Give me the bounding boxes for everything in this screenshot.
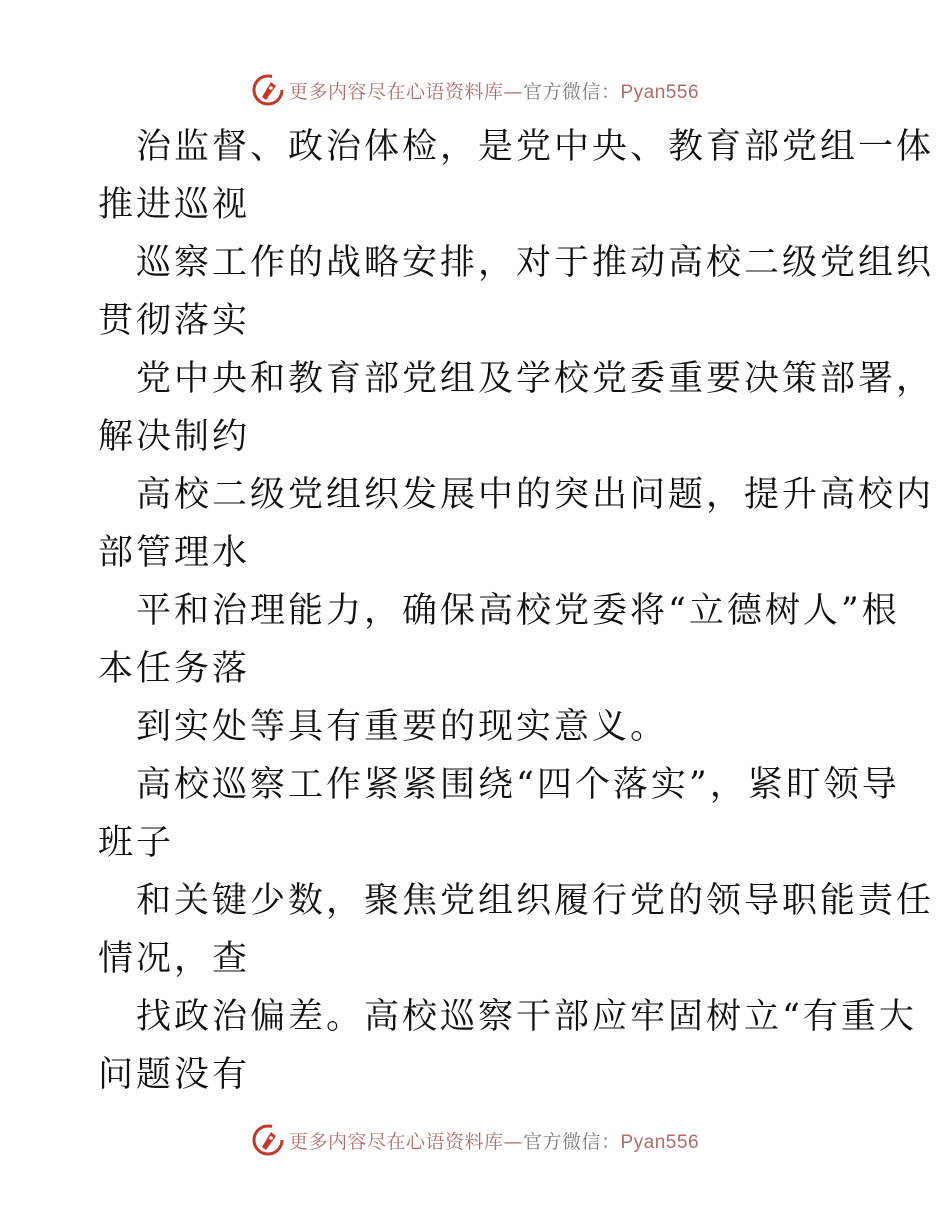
text-line: 部管理水	[98, 533, 251, 573]
text-line: 和关键少数，聚焦党组织履行党的领导职能责任	[136, 881, 935, 921]
text-line: 巡察工作的战略安排，对于推动高校二级党组织	[136, 243, 935, 283]
footer-banner	[0, 1120, 950, 1160]
text-line: 平和治理能力，确保高校党委将“立德树人”根	[136, 591, 900, 631]
text-line: 党中央和教育部党组及学校党委重要决策部署，	[136, 359, 935, 399]
text-line: 本任务落	[98, 649, 251, 689]
pen-nib-logo-icon	[251, 73, 285, 107]
pen-nib-logo-icon	[251, 1123, 285, 1157]
header-watermark-text: 更多内容尽在心语资料库—官方微信：Pyan556	[288, 80, 700, 103]
text-line: 情况，查	[98, 939, 251, 979]
text-line: 高校二级党组织发展中的突出问题，提升高校内	[136, 475, 935, 515]
text-line: 高校巡察工作紧紧围绕“四个落实”，紧盯领导	[136, 765, 900, 805]
text-line: 到实处等具有重要的现实意义。	[136, 707, 669, 747]
header-banner	[0, 70, 950, 110]
text-line: 问题没有	[98, 1055, 251, 1095]
text-line: 班子	[98, 823, 175, 863]
text-line: 推进巡视	[98, 185, 251, 225]
text-line: 解决制约	[98, 417, 251, 457]
text-line: 治监督、政治体检，是党中央、教育部党组一体	[136, 127, 935, 167]
footer-watermark-text: 更多内容尽在心语资料库—官方微信：Pyan556	[288, 1130, 700, 1153]
document-body	[98, 118, 935, 1104]
text-line: 找政治偏差。高校巡察干部应牢固树立“有重大	[136, 997, 917, 1037]
text-line: 贯彻落实	[98, 301, 251, 341]
